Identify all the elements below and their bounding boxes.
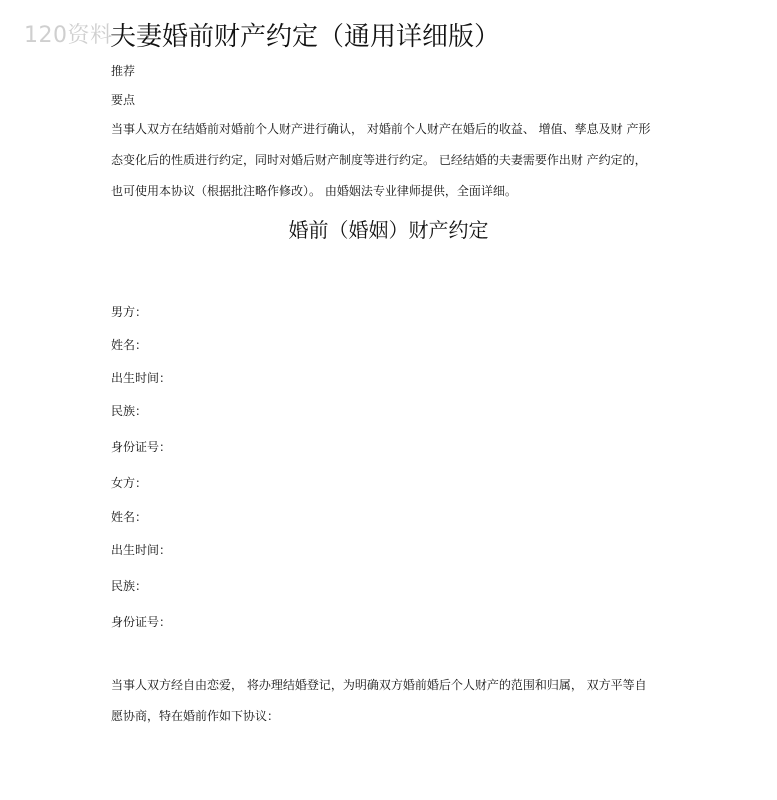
intro-line: 当事人双方经自由恋爱， 将办理结婚登记，为明确双方婚前婚后个人财产的范围和归属， 双方平等自 [111,678,647,692]
female-birth-field: 出生时间： [111,543,172,557]
intro-line: 愿协商，特在婚前作如下协议： [111,709,280,723]
summary-line: 也可使用本协议（根据批注略作修改）。 由婚姻法专业律师提供，全面详细。 [111,184,517,198]
summary-line: 态变化后的性质进行约定，同时对婚后财产制度等进行约定。 已经结婚的夫妻需要作出财 产约定的， [111,153,647,167]
female-ethnicity-field: 民族： [111,579,148,593]
female-id-field: 身份证号： [111,615,172,629]
agreement-title: 婚前（婚姻）财产约定 [288,218,489,242]
recommend-label: 推荐 [111,64,136,78]
key-points-label: 要点 [111,93,136,107]
male-name-field: 姓名： [111,338,148,352]
male-birth-field: 出生时间： [111,371,172,385]
female-section-label: 女方： [111,476,148,490]
summary-line: 当事人双方在结婚前对婚前个人财产进行确认， 对婚前个人财产在婚后的收益、 增值、孳息及财 产形 [111,122,651,136]
male-ethnicity-field: 民族： [111,404,148,418]
summary-paragraph [111,120,671,213]
document-title: 夫妻婚前财产约定（通用详细版） [110,22,501,52]
watermark: 120资料 [24,23,113,48]
female-name-field: 姓名： [111,510,148,524]
male-id-field: 身份证号： [111,440,172,454]
intro-paragraph [111,676,671,738]
male-section-label: 男方： [111,305,148,319]
